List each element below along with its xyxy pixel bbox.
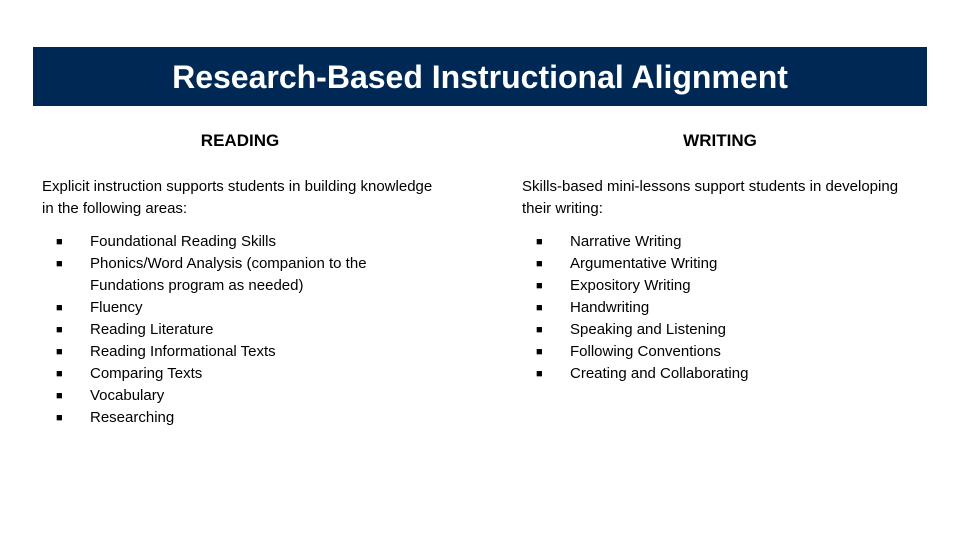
list-item [42,253,438,297]
square-bullet-icon: ■ [536,302,543,314]
list-item-text: Comparing Texts [90,365,203,382]
list-item [42,363,438,385]
square-bullet-icon: ■ [56,236,63,248]
square-bullet-icon: ■ [56,302,63,314]
list-item-text: Narrative Writing [570,233,682,250]
writing-heading: WRITING [683,131,757,150]
square-bullet-icon: ■ [56,368,63,380]
square-bullet-icon: ■ [56,324,63,336]
list-item-text: Handwriting [570,299,650,316]
list-item-text: Researching [90,409,175,426]
list-item-text: Argumentative Writing [570,255,718,272]
list-item-text: Reading Literature [90,321,214,338]
square-bullet-icon: ■ [56,258,63,270]
list-item-text: Creating and Collaborating [570,365,749,382]
title-banner [33,47,927,106]
square-bullet-icon: ■ [536,236,543,248]
reading-intro: Explicit instruction supports students in building knowledge in the following areas: [42,178,433,217]
list-item [522,253,918,275]
writing-intro: Skills-based mini-lessons support students in developing their writing: [522,178,899,217]
square-bullet-icon: ■ [56,390,63,402]
reading-list [42,231,438,429]
list-item [42,385,438,407]
writing-column [522,130,918,385]
list-item [522,363,918,385]
list-item [522,231,918,253]
list-item [42,297,438,319]
list-item [522,341,918,363]
square-bullet-icon: ■ [536,258,543,270]
reading-heading: READING [200,131,280,150]
list-item-text: Expository Writing [570,277,691,294]
list-item-text: Vocabulary [90,387,165,404]
square-bullet-icon: ■ [536,368,543,380]
list-item [42,407,438,429]
list-item-text: Phonics/Word Analysis (companion to the Fundations program as needed) [90,255,367,294]
page-title: Research-Based Instructional Alignment [172,58,788,95]
list-item [522,297,918,319]
list-item [42,231,438,253]
list-item-text: Reading Informational Texts [90,343,276,360]
square-bullet-icon: ■ [536,346,543,358]
square-bullet-icon: ■ [56,412,63,424]
list-item [522,275,918,297]
list-item [42,341,438,363]
reading-column [42,130,438,429]
list-item [522,319,918,341]
list-item-text: Speaking and Listening [570,321,726,338]
list-item-text: Following Conventions [570,343,721,360]
list-item-text: Foundational Reading Skills [90,233,276,250]
writing-list [522,231,918,385]
list-item-text: Fluency [90,299,143,316]
list-item [42,319,438,341]
square-bullet-icon: ■ [536,280,543,292]
square-bullet-icon: ■ [56,346,63,358]
square-bullet-icon: ■ [536,324,543,336]
